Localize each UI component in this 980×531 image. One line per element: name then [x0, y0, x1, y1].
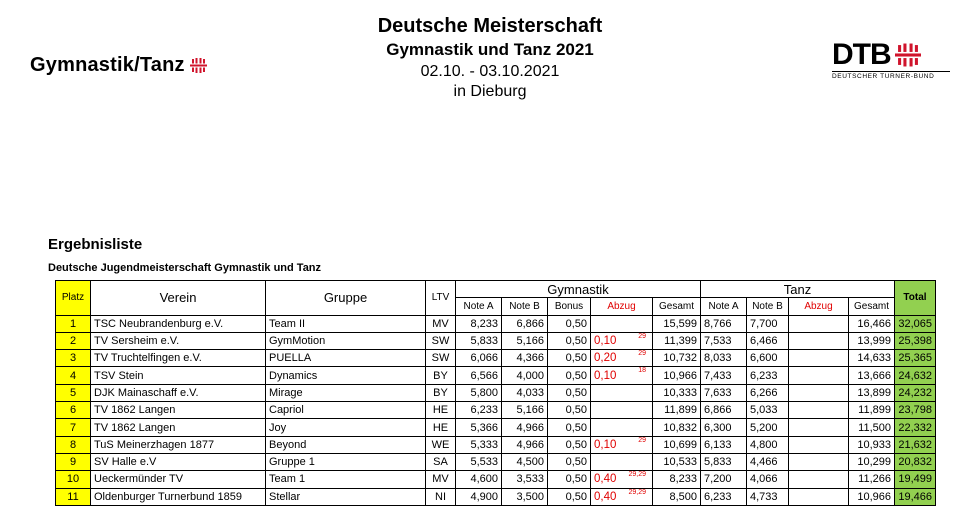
- tanz-note-a-cell: 7,533: [701, 332, 747, 349]
- abzug-value: 0,40: [594, 473, 617, 486]
- gym-gesamt-cell: 15,599: [653, 315, 701, 332]
- dtb-logo-subtext: DEUTSCHER TURNER-BUND: [832, 71, 950, 80]
- gym-note-a-cell: 5,533: [456, 453, 502, 470]
- tanz-gesamt-cell: 10,299: [849, 453, 895, 470]
- gym-note-a-cell: 4,600: [456, 471, 502, 488]
- header-gym-note-b: Note B: [502, 298, 548, 315]
- verein-cell: TuS Meinerzhagen 1877: [91, 436, 266, 453]
- gym-abzug-cell: [591, 332, 653, 349]
- total-cell: 19,466: [895, 488, 936, 505]
- gym-note-b-cell: 4,000: [502, 367, 548, 384]
- tanz-note-b-cell: 4,466: [747, 453, 789, 470]
- gym-note-b-cell: 3,533: [502, 471, 548, 488]
- gym-note-b-cell: 3,500: [502, 488, 548, 505]
- tanz-abzug-cell: [789, 367, 849, 384]
- tanz-note-a-cell: 6,300: [701, 419, 747, 436]
- gym-bonus-cell: 0,50: [548, 350, 591, 367]
- table-row: [56, 419, 936, 436]
- gym-note-a-cell: 8,233: [456, 315, 502, 332]
- gym-note-b-cell: 5,166: [502, 402, 548, 419]
- gym-bonus-cell: 0,50: [548, 367, 591, 384]
- gym-note-b-cell: 4,033: [502, 384, 548, 401]
- abzug-note: 18: [638, 367, 646, 375]
- total-cell: 25,365: [895, 350, 936, 367]
- ltv-cell: NI: [426, 488, 456, 505]
- verein-cell: SV Halle e.V: [91, 453, 266, 470]
- event-dates: 02.10. - 03.10.2021: [420, 63, 560, 80]
- platz-cell: 3: [56, 350, 91, 367]
- gym-gesamt-cell: 10,832: [653, 419, 701, 436]
- page-title: Deutsche Meisterschaft: [377, 15, 603, 37]
- gym-note-a-cell: 5,333: [456, 436, 502, 453]
- gym-gesamt-cell: 10,966: [653, 367, 701, 384]
- gym-bonus-cell: 0,50: [548, 332, 591, 349]
- ltv-cell: SW: [426, 332, 456, 349]
- total-cell: 20,832: [895, 453, 936, 470]
- tanz-abzug-cell: [789, 350, 849, 367]
- header-gruppe: Gruppe: [266, 281, 426, 316]
- gym-note-b-cell: 5,166: [502, 332, 548, 349]
- header-tanz-abzug: Abzug: [789, 298, 849, 315]
- tanz-abzug-cell: [789, 402, 849, 419]
- verein-cell: TV Truchtelfingen e.V.: [91, 350, 266, 367]
- results-title: Ergebnisliste: [48, 236, 143, 253]
- event-location: in Dieburg: [453, 83, 527, 100]
- platz-cell: 9: [56, 453, 91, 470]
- gym-bonus-cell: 0,50: [548, 436, 591, 453]
- platz-cell: 11: [56, 488, 91, 505]
- gym-note-a-cell: 5,366: [456, 419, 502, 436]
- total-cell: 23,798: [895, 402, 936, 419]
- ltv-cell: BY: [426, 384, 456, 401]
- gruppe-cell: Dynamics: [266, 367, 426, 384]
- tanz-note-b-cell: 7,700: [747, 315, 789, 332]
- gruppe-cell: GymMotion: [266, 332, 426, 349]
- abzug-value: 0,40: [594, 490, 617, 503]
- tanz-gesamt-cell: 16,466: [849, 315, 895, 332]
- abzug-note: 29: [638, 332, 646, 340]
- gym-gesamt-cell: 8,500: [653, 488, 701, 505]
- tanz-note-a-cell: 8,033: [701, 350, 747, 367]
- table-row: [56, 384, 936, 401]
- gym-abzug-cell: [591, 436, 653, 453]
- platz-cell: 5: [56, 384, 91, 401]
- tanz-note-b-cell: 5,033: [747, 402, 789, 419]
- gym-abzug-cell: [591, 419, 653, 436]
- table-row: [56, 332, 936, 349]
- ltv-cell: HE: [426, 419, 456, 436]
- gym-note-a-cell: 6,066: [456, 350, 502, 367]
- tanz-note-a-cell: 7,433: [701, 367, 747, 384]
- table-row: [56, 436, 936, 453]
- abzug-note: 29,29: [628, 488, 646, 496]
- verein-cell: TV 1862 Langen: [91, 419, 266, 436]
- tanz-abzug-cell: [789, 453, 849, 470]
- abzug-note: 29: [638, 436, 646, 444]
- gym-bonus-cell: 0,50: [548, 315, 591, 332]
- tanz-note-b-cell: 4,066: [747, 471, 789, 488]
- total-cell: 22,332: [895, 419, 936, 436]
- header-gym-gesamt: Gesamt: [653, 298, 701, 315]
- gym-note-b-cell: 6,866: [502, 315, 548, 332]
- gym-note-a-cell: 5,800: [456, 384, 502, 401]
- gym-abzug-cell: [591, 350, 653, 367]
- gym-bonus-cell: 0,50: [548, 419, 591, 436]
- platz-cell: 10: [56, 471, 91, 488]
- platz-cell: 6: [56, 402, 91, 419]
- verein-cell: DJK Mainaschaff e.V.: [91, 384, 266, 401]
- dtb-emblem-icon: [895, 42, 921, 68]
- abzug-value: 0,20: [594, 352, 617, 365]
- tanz-note-a-cell: 6,133: [701, 436, 747, 453]
- gym-abzug-cell: [591, 471, 653, 488]
- tanz-note-a-cell: 8,766: [701, 315, 747, 332]
- verein-cell: TSC Neubrandenburg e.V.: [91, 315, 266, 332]
- header-gym-abzug: Abzug: [591, 298, 653, 315]
- gym-gesamt-cell: 10,699: [653, 436, 701, 453]
- total-cell: 24,632: [895, 367, 936, 384]
- abzug-note: 29: [638, 350, 646, 358]
- tanz-gesamt-cell: 11,266: [849, 471, 895, 488]
- abzug-note: 29,29: [628, 471, 646, 479]
- header-ltv: LTV: [426, 281, 456, 316]
- ltv-cell: BY: [426, 367, 456, 384]
- tanz-gesamt-cell: 10,966: [849, 488, 895, 505]
- header-tanz: Tanz: [701, 281, 895, 298]
- platz-cell: 2: [56, 332, 91, 349]
- tanz-abzug-cell: [789, 488, 849, 505]
- abzug-value: 0,10: [594, 369, 617, 382]
- tanz-note-b-cell: 6,466: [747, 332, 789, 349]
- tanz-abzug-cell: [789, 471, 849, 488]
- gruppe-cell: Capriol: [266, 402, 426, 419]
- gruppe-cell: Joy: [266, 419, 426, 436]
- gym-note-a-cell: 6,566: [456, 367, 502, 384]
- tanz-abzug-cell: [789, 315, 849, 332]
- gruppe-cell: PUELLA: [266, 350, 426, 367]
- gruppe-cell: Mirage: [266, 384, 426, 401]
- total-cell: 21,632: [895, 436, 936, 453]
- ltv-cell: SW: [426, 350, 456, 367]
- ltv-cell: HE: [426, 402, 456, 419]
- gym-abzug-cell: [591, 384, 653, 401]
- ltv-cell: WE: [426, 436, 456, 453]
- gym-gesamt-cell: 8,233: [653, 471, 701, 488]
- gym-note-a-cell: 5,833: [456, 332, 502, 349]
- gruppe-cell: Team 1: [266, 471, 426, 488]
- platz-cell: 8: [56, 436, 91, 453]
- gym-note-b-cell: 4,366: [502, 350, 548, 367]
- tanz-gesamt-cell: 13,999: [849, 332, 895, 349]
- verein-cell: TV 1862 Langen: [91, 402, 266, 419]
- platz-cell: 7: [56, 419, 91, 436]
- results-subtitle: Deutsche Jugendmeisterschaft Gymnastik und Tanz: [48, 262, 322, 274]
- dtb-logo-text: DTB: [832, 38, 891, 71]
- tanz-abzug-cell: [789, 436, 849, 453]
- header-gymnastik: Gymnastik: [456, 281, 701, 298]
- gym-abzug-cell: [591, 488, 653, 505]
- total-cell: 19,499: [895, 471, 936, 488]
- gym-gesamt-cell: 10,533: [653, 453, 701, 470]
- verein-cell: Ueckermünder TV: [91, 471, 266, 488]
- gym-bonus-cell: 0,50: [548, 402, 591, 419]
- header-tanz-gesamt: Gesamt: [849, 298, 895, 315]
- table-row: [56, 402, 936, 419]
- gym-bonus-cell: 0,50: [548, 471, 591, 488]
- gruppe-cell: Gruppe 1: [266, 453, 426, 470]
- header-tanz-note-a: Note A: [701, 298, 747, 315]
- total-cell: 25,398: [895, 332, 936, 349]
- table-row: [56, 315, 936, 332]
- gym-note-b-cell: 4,500: [502, 453, 548, 470]
- table-row: [56, 367, 936, 384]
- gym-abzug-cell: [591, 453, 653, 470]
- results-table: [55, 280, 936, 506]
- tanz-gesamt-cell: 13,666: [849, 367, 895, 384]
- ltv-cell: MV: [426, 315, 456, 332]
- tanz-note-b-cell: 6,266: [747, 384, 789, 401]
- header-total: Total: [895, 281, 936, 316]
- table-row: [56, 488, 936, 505]
- tanz-note-a-cell: 7,633: [701, 384, 747, 401]
- tanz-gesamt-cell: 11,500: [849, 419, 895, 436]
- gruppe-cell: Team II: [266, 315, 426, 332]
- total-cell: 32,065: [895, 315, 936, 332]
- gruppe-cell: Beyond: [266, 436, 426, 453]
- tanz-abzug-cell: [789, 384, 849, 401]
- tanz-gesamt-cell: 11,899: [849, 402, 895, 419]
- gym-gesamt-cell: 11,399: [653, 332, 701, 349]
- platz-cell: 4: [56, 367, 91, 384]
- tanz-note-a-cell: 7,200: [701, 471, 747, 488]
- gym-note-a-cell: 4,900: [456, 488, 502, 505]
- table-row: [56, 350, 936, 367]
- tanz-gesamt-cell: 14,633: [849, 350, 895, 367]
- gruppe-cell: Stellar: [266, 488, 426, 505]
- table-row: [56, 453, 936, 470]
- gym-abzug-cell: [591, 367, 653, 384]
- header-gym-bonus: Bonus: [548, 298, 591, 315]
- tanz-note-b-cell: 4,733: [747, 488, 789, 505]
- page-subtitle: Gymnastik und Tanz 2021: [386, 40, 594, 59]
- header-gym-note-a: Note A: [456, 298, 502, 315]
- verein-cell: TSV Stein: [91, 367, 266, 384]
- gym-bonus-cell: 0,50: [548, 453, 591, 470]
- table-row: [56, 471, 936, 488]
- gym-abzug-cell: [591, 315, 653, 332]
- total-cell: 24,232: [895, 384, 936, 401]
- gym-note-b-cell: 4,966: [502, 436, 548, 453]
- gym-note-a-cell: 6,233: [456, 402, 502, 419]
- gym-gesamt-cell: 10,732: [653, 350, 701, 367]
- tanz-note-a-cell: 6,233: [701, 488, 747, 505]
- tanz-abzug-cell: [789, 419, 849, 436]
- header-verein: Verein: [91, 281, 266, 316]
- tanz-gesamt-cell: 10,933: [849, 436, 895, 453]
- tanz-note-b-cell: 6,233: [747, 367, 789, 384]
- ltv-cell: MV: [426, 471, 456, 488]
- gym-gesamt-cell: 11,899: [653, 402, 701, 419]
- header-tanz-note-b: Note B: [747, 298, 789, 315]
- gym-abzug-cell: [591, 402, 653, 419]
- verein-cell: Oldenburger Turnerbund 1859: [91, 488, 266, 505]
- logo-left-text: Gymnastik/Tanz: [30, 54, 185, 76]
- gym-note-b-cell: 4,966: [502, 419, 548, 436]
- dtb-logo: [832, 40, 952, 80]
- tanz-note-b-cell: 4,800: [747, 436, 789, 453]
- tanz-note-a-cell: 5,833: [701, 453, 747, 470]
- gym-bonus-cell: 0,50: [548, 488, 591, 505]
- tanz-note-a-cell: 6,866: [701, 402, 747, 419]
- header-platz: Platz: [56, 281, 91, 316]
- ltv-cell: SA: [426, 453, 456, 470]
- abzug-value: 0,10: [594, 335, 617, 348]
- abzug-value: 0,10: [594, 438, 617, 451]
- platz-cell: 1: [56, 315, 91, 332]
- gym-gesamt-cell: 10,333: [653, 384, 701, 401]
- tanz-note-b-cell: 5,200: [747, 419, 789, 436]
- tanz-abzug-cell: [789, 332, 849, 349]
- verein-cell: TV Sersheim e.V.: [91, 332, 266, 349]
- tanz-gesamt-cell: 13,899: [849, 384, 895, 401]
- tanz-note-b-cell: 6,600: [747, 350, 789, 367]
- gym-bonus-cell: 0,50: [548, 384, 591, 401]
